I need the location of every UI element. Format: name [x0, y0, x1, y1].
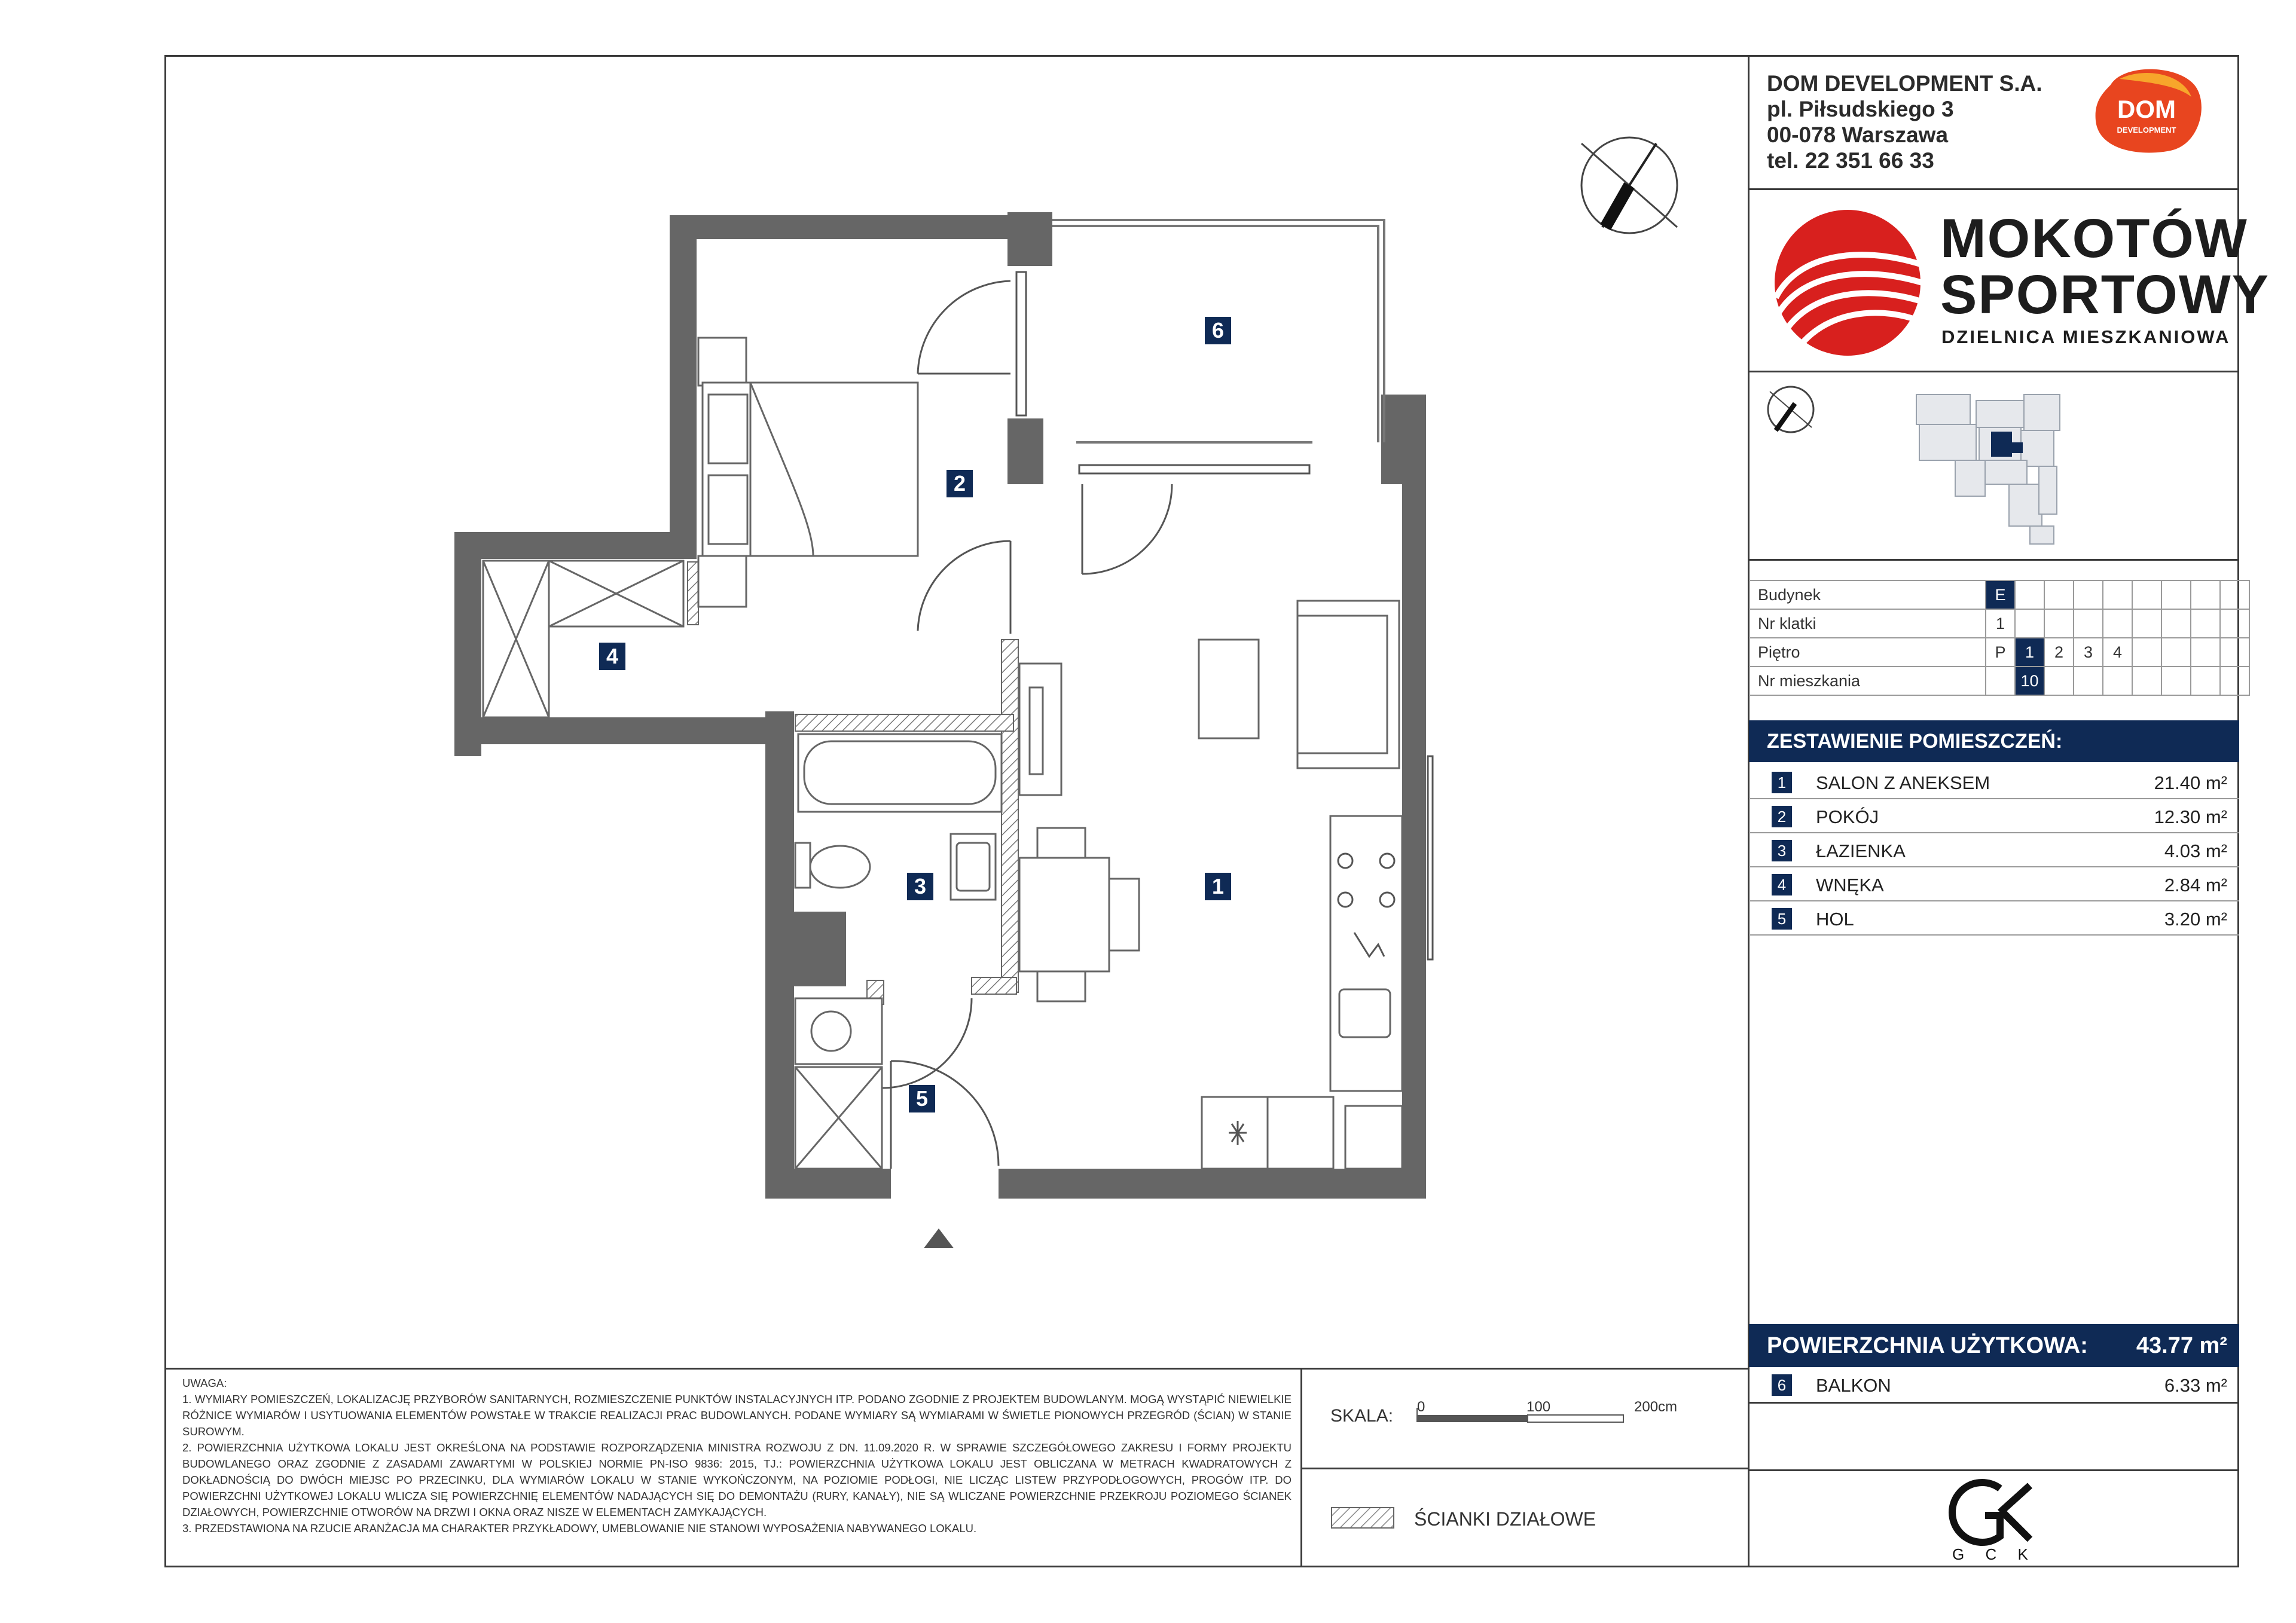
- info-row-pietro: [1749, 638, 2249, 667]
- room-number: 4: [1772, 874, 1792, 895]
- room-area: 3.20 m²: [2164, 909, 2227, 930]
- info-cell: [2220, 580, 2249, 609]
- total-area-value: 43.77 m²: [2136, 1333, 2227, 1358]
- brand-subtitle: DZIELNICA MIESZKANIOWA: [1941, 326, 2231, 347]
- note-item: 2. POWIERZCHNIA UŻYTKOWA LOKALU JEST OKREŚLONA NA PODSTAWIE ROZPORZĄDZENIA MINISTRA ROZWOJU Z DN. 11.09.2020 R. W SPRAWIE SZCZEGÓŁOWEGO ZAKRESU I FORMY PROJEKTU BUDOWLANEGO ORAZ ZGODNIE Z ZASADAMI ZAWARTYMI W POLSKIEJ NORMIE PN-ISO 9836: 2015, TJ.: POWIERZCHNIA UŻYTKOWA LOKALU JEST OBLICZANA W METRACH KWADRATOWYCH Z DOKŁADNOŚCIĄ DO DWÓCH MIEJSC PO PRZECINKU, DLA WYMIARÓW LOKALU W STANIE WYKOŃCZONYM, NA POZIOMIE PODŁOGI, NIE LICZĄC LISTEW PRZYPODŁOGOWYCH, PROGÓW ITP. DO POWIERZCHNI UŻYTKOWEJ LOKALU WLICZA SIĘ POWIERZCHNIĘ ELEMENTÓW NADAJĄCYCH SIĘ DO DEMONTAŻU (RURY, KANAŁY), NIE SĄ WLICZANE POWIERZCHNIE PRZEKROJU POZIOMEGO ŚCIANEK DZIAŁOWYCH, POWIERZCHNIE OTWORÓW NA DRZWI I OKNA ORAZ NISZE W ELEMENTACH ZAMYKAJĄCYCH.: [182, 1441, 1292, 1518]
- notes: [182, 1375, 1292, 1536]
- info-cell: [2191, 667, 2220, 695]
- company-info: [1767, 71, 2042, 173]
- info-cell: [2220, 667, 2249, 695]
- info-label: Piętro: [1749, 638, 1986, 667]
- info-cell: [2132, 609, 2161, 638]
- notes-title: UWAGA:: [182, 1377, 227, 1389]
- room-number: 6: [1772, 1374, 1792, 1396]
- info-cell: [2103, 609, 2132, 638]
- room-number: 5: [1772, 908, 1792, 930]
- info-cell: [2103, 667, 2132, 695]
- brand-title-line-2: SPORTOWY: [1940, 264, 2270, 325]
- partition-legend-swatch: [1330, 1506, 1396, 1530]
- entrance-arrow: [924, 1228, 954, 1248]
- info-row-budynek: [1749, 580, 2249, 609]
- info-cell: 1: [1986, 609, 2015, 638]
- room-badge-4: 4: [599, 643, 625, 670]
- company-phone: tel. 22 351 66 33: [1767, 148, 1934, 173]
- room-number: 3: [1772, 840, 1792, 861]
- info-label: Nr klatki: [1749, 609, 1986, 638]
- room-row: [1749, 799, 2239, 833]
- mokotow-sportowy-emblem: [1773, 208, 1925, 357]
- room-name: ŁAZIENKA: [1816, 840, 1906, 861]
- room-name: WNĘKA: [1816, 875, 1884, 895]
- partition-legend-label: ŚCIANKI DZIAŁOWE: [1414, 1508, 1596, 1530]
- info-cell: [2191, 580, 2220, 609]
- info-cell: 4: [2103, 638, 2132, 667]
- room-row: [1749, 833, 2239, 867]
- info-cell: [2132, 667, 2161, 695]
- info-cell: [2161, 580, 2191, 609]
- info-cell: [2220, 638, 2249, 667]
- info-cell: [2015, 609, 2044, 638]
- info-cell: [2191, 638, 2220, 667]
- company-address-1: pl. Piłsudskiego 3: [1767, 97, 1954, 121]
- note-item: 1. WYMIARY POMIESZCZEŃ, LOKALIZACJĘ PRZYBORÓW SANITARNYCH, ROZMIESZCZENIE PUNKTÓW INSTALACYJNYCH ITP. PODANO ZGODNIE Z PROJEKTEM BUDOWLANYM. MOGĄ WYSTĄPIĆ NIEWIELKIE RÓŻNICE WYMIARÓW I USYTUOWANIA ELEMENTÓW POWSTAŁE W TRAKCIE REALIZACJI PRAC BUDOWLANYCH. PODANE WYMIARY SĄ WYMIARAMI W ŚWIETLE PIONOWYCH PRZEGRÓD (ŚCIAN) W STANIE SUROWYM.: [182, 1393, 1292, 1438]
- room-row: [1749, 901, 2239, 936]
- info-cell: [2015, 580, 2044, 609]
- room-name: HOL: [1816, 909, 1854, 930]
- info-cell: [2044, 609, 2074, 638]
- info-cell: [2132, 580, 2161, 609]
- room-area: 12.30 m²: [2154, 806, 2227, 827]
- partition-bath-wall: [1002, 640, 1018, 992]
- room-badge-5: 5: [909, 1085, 935, 1112]
- scale-label: SKALA:: [1330, 1406, 1394, 1426]
- compass-main: [1581, 137, 1677, 233]
- company-address-2: 00-078 Warszawa: [1767, 123, 1949, 147]
- room-area: 2.84 m²: [2164, 875, 2227, 895]
- info-cell: [2103, 580, 2132, 609]
- logo-text-top: DOM: [2117, 95, 2176, 123]
- apartment-info-table: [1749, 580, 2250, 696]
- room-name: POKÓJ: [1816, 806, 1879, 827]
- room-number: 2: [1772, 806, 1792, 827]
- logo-text-bottom: DEVELOPMENT: [2117, 126, 2176, 135]
- bedroom-furniture: [698, 338, 918, 607]
- balcony-row: [1749, 1368, 2239, 1402]
- room-name: BALKON: [1816, 1375, 1891, 1396]
- info-cell: [2161, 638, 2191, 667]
- room-name: SALON Z ANEKSEM: [1816, 772, 1990, 793]
- info-row-mieszkanie: [1749, 667, 2249, 695]
- info-cell: [2220, 609, 2249, 638]
- partition-bath-top: [795, 714, 1013, 731]
- info-cell: [2132, 638, 2161, 667]
- key-plan-compass: [1768, 387, 1813, 432]
- note-item: 3. PRZEDSTAWIONA NA RZUCIE ARANŻACJA MA CHARAKTER PRZYKŁADOWY, UMEBLOWANIE NIE STANOWI WYPOSAŻENIA NABYWANEGO LOKALU.: [182, 1522, 977, 1535]
- info-cell: [1986, 667, 2015, 695]
- niche-wardrobe: [483, 561, 683, 717]
- info-cell: E: [1986, 580, 2015, 609]
- room-row: [1749, 867, 2239, 901]
- scale-tick-200: 200cm: [1634, 1399, 1678, 1415]
- room-number: 1: [1772, 772, 1792, 793]
- info-row-klatka: [1749, 609, 2249, 638]
- scale-tick-100: 100: [1526, 1399, 1551, 1415]
- exterior-walls: [454, 212, 1426, 1199]
- key-plan: [1758, 383, 2236, 556]
- info-label: Budynek: [1749, 580, 1986, 609]
- info-cell: [2074, 580, 2103, 609]
- total-area-label: POWIERZCHNIA UŻYTKOWA:: [1767, 1333, 2088, 1358]
- brand-title-line-1: MOKOTÓW: [1940, 208, 2248, 269]
- info-cell: [2161, 667, 2191, 695]
- total-area-bar: [1749, 1324, 2239, 1367]
- room-row: [1749, 765, 2239, 799]
- gck-text: G C K: [1952, 1545, 2037, 1563]
- room-badge-3: 3: [907, 873, 933, 900]
- info-cell: 2: [2044, 638, 2074, 667]
- room-area: 4.03 m²: [2164, 840, 2227, 861]
- info-cell: [2044, 580, 2074, 609]
- room-badge-1: 1: [1205, 873, 1231, 900]
- info-cell: [2074, 609, 2103, 638]
- info-cell: [2044, 667, 2074, 695]
- brand-title: [1940, 210, 2270, 323]
- partition-niche: [688, 562, 698, 625]
- scale-bar: [1414, 1402, 1629, 1426]
- partition-bath-corner: [972, 977, 1016, 994]
- scale-tick-0: 0: [1417, 1399, 1425, 1415]
- info-cell: P: [1986, 638, 2015, 667]
- info-label: Nr mieszkania: [1749, 667, 1986, 695]
- company-name: DOM DEVELOPMENT S.A.: [1767, 71, 2042, 96]
- info-cell: [2074, 667, 2103, 695]
- room-badge-2: 2: [947, 470, 973, 497]
- room-area: 21.40 m²: [2154, 772, 2227, 793]
- info-cell: [2191, 609, 2220, 638]
- info-cell: 3: [2074, 638, 2103, 667]
- room-badge-6: 6: [1205, 317, 1231, 344]
- info-cell: [2161, 609, 2191, 638]
- room-area: 6.33 m²: [2164, 1375, 2227, 1396]
- rooms-heading: ZESTAWIENIE POMIESZCZEŃ:: [1749, 720, 2239, 762]
- info-cell: 10: [2015, 667, 2044, 695]
- dom-development-logo: [2087, 67, 2206, 157]
- info-cell: 1: [2015, 638, 2044, 667]
